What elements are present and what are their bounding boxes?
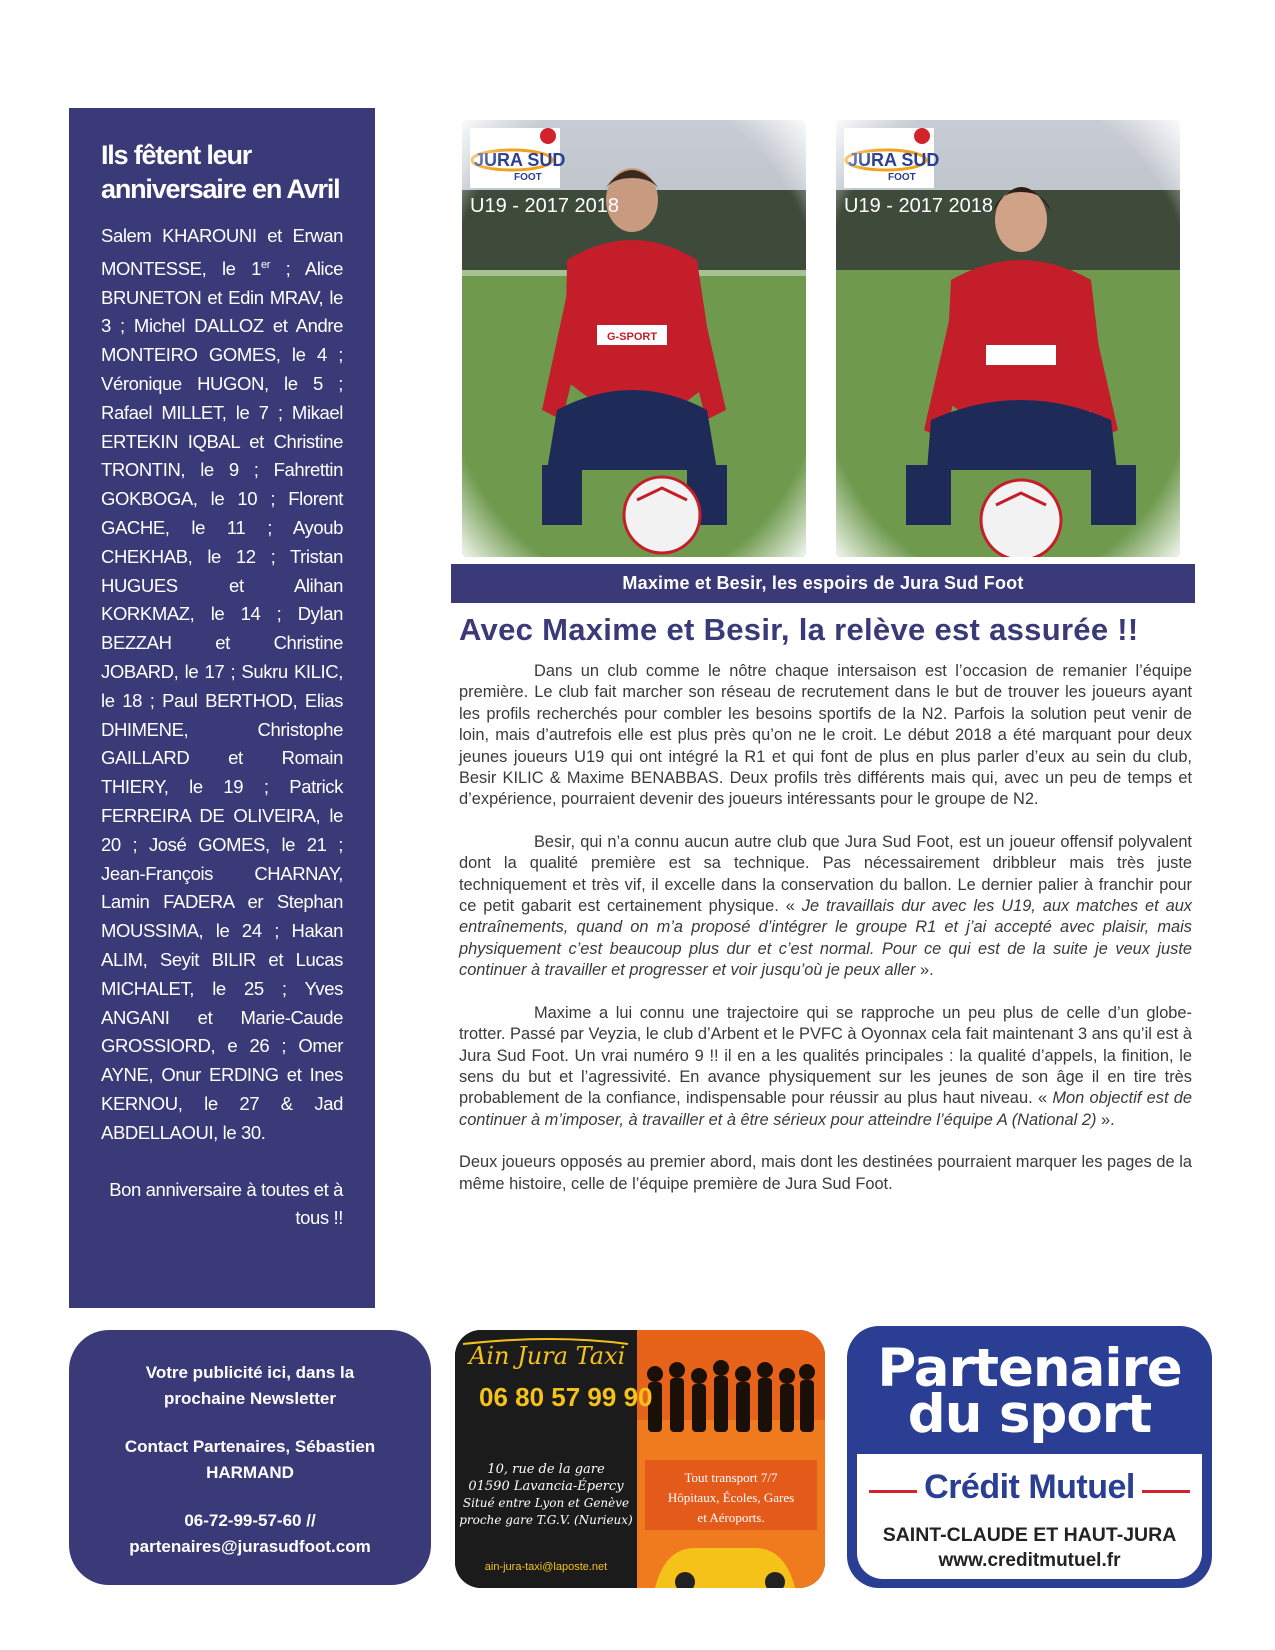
birthday-names-part2: ; Alice BRUNETON et Edin MRAV, le 3 ; Michel DALLOZ et Andre MONTEIRO GOMES, le 4 ; Véronique HUGON, le 5 ; Rafael MILLET, le 7 ; Mikael ERTEKIN IQBAL et Christine TRONTIN, le 9 ; Fahrettin GOKBOGA, le 10 ; Florent GACHE, le 11 ; Ayoub CHEKHAB, le 12 ; Tristan HUGUES et Alihan KORKMAZ, le 14 ; Dylan BEZZAH et Christine JOBARD, le 17 ; Sukru KILIC, le 18 ; Paul BERTHOD, Elias DHIMENE, Christophe GAILLARD et Romain THIERY, le 19 ; Patrick FERREIRA DE OLIVEIRA, le 20 ; José GOMES, le 21 ; Jean-François CHARNAY, Lamin FADERA er Stephan MOUSSIMA, le 24 ; Hakan ALIM, Seyit BILIR et Lucas MICHALET, le 25 ; Yves ANGANI et Marie-Caude GROSSIORD, e 26 ; Omer AYNE, Onur ERDING et Ines KERNOU, le 27 & Jad ABDELLAOUI, le 30. [101, 257, 343, 1143]
ad-line-3[interactable]: 06-72-99-57-60 // partenaires@jurasudfoot.com [129, 1511, 371, 1556]
article-paragraph-4: Deux joueurs opposés au premier abord, mais dont les destinées pourraient marquer les pages de la même histoire, celle de l’équipe première de Jura Sud Foot. [459, 1153, 1192, 1193]
article-paragraph-3 [459, 1003, 1192, 1131]
article-headline: Avec Maxime et Besir, la relève est assurée !! [459, 612, 1139, 647]
player-photo-besir [836, 120, 1180, 557]
article-p2-end: ». [915, 961, 934, 980]
birthday-names-sup: er [261, 258, 270, 271]
article-p2-text: Besir, qui n’a connu aucun autre club que Jura Sud Foot, est un joueur offensif polyvalent dont la qualité première est sa technique. Pas nécessairement dribbleur mais très juste techniquement et très vif, il excelle dans la conservation du ballon. Le dernier palier à franchir pour ce petit gabarit est certainement physique. « [459, 832, 1192, 916]
birthday-wish: Bon anniversaire à toutes et à tous !! [109, 1178, 343, 1229]
cm-website[interactable]: www.creditmutuel.fr [938, 1550, 1121, 1571]
photo-caption: Maxime et Besir, les espoirs de Jura Sud Foot [451, 564, 1195, 603]
taxi-address-3: Situé entre Lyon et Genève [462, 1496, 630, 1510]
taxi-car-icon [655, 1548, 795, 1588]
birthday-panel [69, 108, 375, 1308]
taxi-phone[interactable]: 06 80 57 99 90 [479, 1382, 653, 1412]
advertising-box [69, 1330, 431, 1585]
taxi-address-1: 10, rue de la gare [487, 1462, 605, 1477]
cm-title-line-2: du sport [907, 1384, 1152, 1445]
article-body [459, 661, 1192, 1216]
ad-line-1: Votre publicité ici, dans la prochaine Newsletter [145, 1363, 355, 1408]
article-p3-end: ». [1096, 1110, 1115, 1129]
player-photo-maxime [462, 120, 806, 557]
taxi-service-2: Hôpitaux, Écoles, Gares [667, 1490, 795, 1505]
cm-title [847, 1338, 1212, 1445]
credit-mutuel-ad[interactable] [847, 1326, 1212, 1588]
article-paragraph-2 [459, 832, 1192, 982]
taxi-email[interactable]: ain-jura-taxi@laposte.net [484, 1561, 608, 1573]
birthday-title: Ils fêtent leur anniversaire en Avril [101, 140, 340, 204]
article-paragraph-1: Dans un club comme le nôtre chaque intersaison est l’occasion de remanier l’équipe première. Le club fait marcher son réseau de recrutement dans le but de trouver les joueurs ayant les profils recherchés pour combler les besoins sportifs de la N2. Parfois la solution peut venir de loin, mais d’autrefois elle est plus près qu’on ne le croit. Le début 2018 a été marquant pour deux jeunes joueurs U19 qui ont intégré la R1 et qui font de plus en plus parler d’eux au sein du club, Besir KILIC & Maxime BENABBAS. Deux profils très différents mais qui, avec un peu de temps et d’expérience, pourraient devenir des joueurs intéressants pour le groupe de N2. [459, 662, 1192, 809]
taxi-service-1: Tout transport 7/7 [684, 1470, 778, 1485]
taxi-name: Ain Jura Taxi [469, 1342, 626, 1370]
article-p3-quote: Mon objectif est de continuer à m’imposer, à travailler et à être sérieux pour atteindre l’équipe A (National 2) [459, 1089, 1193, 1129]
cm-place: SAINT-CLAUDE ET HAUT-JURA [882, 1524, 1177, 1546]
ad-line-2: Contact Partenaires, Sébastien HARMAND [124, 1437, 376, 1482]
cm-title-line-1: Partenaire [877, 1338, 1182, 1399]
cm-brand-panel [857, 1454, 1202, 1579]
cm-brand: Crédit Mutuel [924, 1468, 1135, 1506]
taxi-address-2: 01590 Lavancia-Épercy [468, 1479, 624, 1494]
taxi-service-3: et Aéroports. [697, 1510, 765, 1525]
article-p3-text: Maxime a lui connu une trajectoire qui se rapproche un peu plus de celle d’un globe-trotter. Passé par Veyzia, le club d’Arbent et le PVFC à Oyonnax cela fait maintenant 3 ans qu’il est à Jura Sud Foot. Un vrai numéro 9 !! il en a les qualités principales : la qualité d’appels, la finition, le sens du but et l’agressivité. En avance physiquement sur les jeunes de son âge il en tire très probablement de la confiance, indispensable pour réussir au plus haut niveau. « [459, 1003, 1192, 1108]
article-p2-quote: Je travaillais dur avec les U19, aux matches et aux entraînements, quand on m’a proposé d’intégrer le groupe R1 et j’ai accepté avec plaisir, mais physiquement c’est beaucoup plus dur et c’est normal. Pour ce qui est de la suite je veux juste continuer à travailler et progresser et voir jusqu’où je peux aller [459, 897, 1193, 980]
taxi-address-4: proche gare T.G.V. (Nurieux) [459, 1513, 633, 1527]
birthday-names-part1: Salem KHAROUNI et Erwan MONTESSE, le 1 [101, 225, 343, 279]
birthday-names [101, 222, 343, 1148]
taxi-ad[interactable] [455, 1330, 825, 1588]
